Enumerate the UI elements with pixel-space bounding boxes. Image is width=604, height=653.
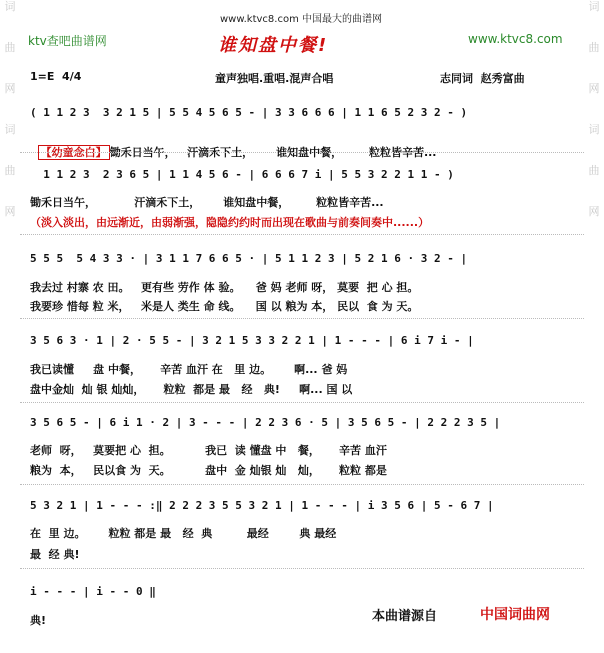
watermark-char: 曲 (588, 41, 600, 54)
key-time-signature: 1=E 4/4 (30, 70, 82, 83)
lyric-line: 我去过 村寨 农 田。 更有些 劳作 体 验。 爸 妈 老师 呀， 莫要 把 心 担。 (30, 281, 419, 294)
lyric-line: 老师 呀， 莫要把 心 担。 我已 读 懂盘 中 餐， 辛苦 血汗 (30, 444, 387, 457)
performance-note: （淡入淡出，由远渐近，由弱渐强，隐隐约约时而出现在歌曲与前奏间奏中......） (30, 216, 430, 229)
recitation-tag: 【幼童念白】 (38, 145, 110, 160)
watermark-char: 曲 (588, 164, 600, 177)
watermark-char: 网 (4, 205, 16, 218)
lyric-line: 锄禾日当午， 汗滴禾下土， 谁知盘中餐， 粒粒皆辛苦... (30, 196, 384, 209)
watermark-char: 网 (588, 82, 600, 95)
divider (20, 484, 584, 485)
score-line: 5 5 5 5 4 3 3 · | 3 1 1 7 6 6 5 · | 5 1 1 2 3 | 5 2 1 6 · 3 2 - | (30, 252, 468, 265)
credits: 志同词 赵秀富曲 (440, 72, 525, 85)
source-label: 本曲谱源自 (372, 609, 438, 624)
divider (20, 568, 584, 569)
watermark-char: 曲 (4, 164, 16, 177)
lyric-line: 我要珍 惜每 粒 米， 米是人 类生 命 线。 国 以 粮为 本， 民以 食 为 天。 (30, 300, 419, 313)
lyric-line: 盘中金灿 灿 银 灿灿， 粒粒 都是 最 经 典! 啊... 国 以 (30, 383, 353, 396)
score-line: 3 5 6 3 · 1 | 2 · 5 5 - | 3 2 1 5 3 3 2 2 1 | 1 - - - | 6 i 7 i - | (30, 334, 474, 347)
watermark-char: 曲 (4, 41, 16, 54)
lyric-text: 锄禾日当午， 汗滴禾下土， 谁知盘中餐， 粒粒皆辛苦... (109, 146, 437, 159)
score-line: 3 5 6 5 - | 6 i 1 · 2 | 3 - - - | 2 2 3 6 · 5 | 3 5 6 5 - | 2 2 2 3 5 | (30, 416, 501, 429)
lyric-line: 我已读懂 盘 中餐， 辛苦 血汗 在 里 边。 啊... 爸 妈 (30, 363, 348, 376)
left-watermark (2, 0, 18, 653)
watermark-char: 词 (588, 123, 600, 136)
divider (20, 152, 584, 153)
lyric-line (30, 131, 436, 160)
source-site-link[interactable]: 中国词曲网 (480, 607, 550, 623)
watermark-char: 网 (588, 205, 600, 218)
divider (20, 318, 584, 319)
watermark-char: 网 (4, 82, 16, 95)
lyric-line: 粮为 本， 民以食 为 天。 盘中 金 灿银 灿 灿， 粒粒 都是 (30, 464, 387, 477)
watermark-char: 词 (588, 0, 600, 13)
lyric-line: 在 里 边。 粒粒 都是 最 经 典 最经 典 最经 (30, 527, 337, 540)
score-line: i - - - | i - - 0 ‖ (30, 585, 156, 598)
score-line: 1 1 2 3 2 3 6 5 | 1 1 4 5 6 - | 6 6 6 7 i | 5 5 3 2 2 1 1 - ) (30, 168, 454, 181)
song-title: 谁知盘中餐! (218, 35, 329, 56)
watermark-char: 词 (4, 123, 16, 136)
lyric-line: 最 经 典! (30, 548, 80, 561)
site-name-right[interactable]: www.ktvc8.com (468, 32, 563, 46)
score-line: 5 3 2 1 | 1 - - - :‖ 2 2 2 3 5 5 3 2 1 | 1 - - - | i 3 5 6 | 5 - 6 7 | (30, 499, 494, 512)
divider (20, 234, 584, 235)
lyric-line: 典! (30, 614, 47, 627)
site-name-left[interactable]: ktv查吧曲谱网 (28, 34, 107, 48)
performance-type: 童声独唱.重唱.混声合唱 (215, 72, 334, 85)
right-watermark (586, 0, 602, 653)
site-name-center[interactable]: www.ktvc8.com 中国最大的曲谱网 (220, 14, 383, 25)
watermark-char: 词 (4, 0, 16, 13)
score-line: ( 1 1 2 3 3 2 1 5 | 5 5 4 5 6 5 - | 3 3 6 6 6 | 1 1 6 5 2 3 2 - ) (30, 106, 468, 119)
divider (20, 402, 584, 403)
